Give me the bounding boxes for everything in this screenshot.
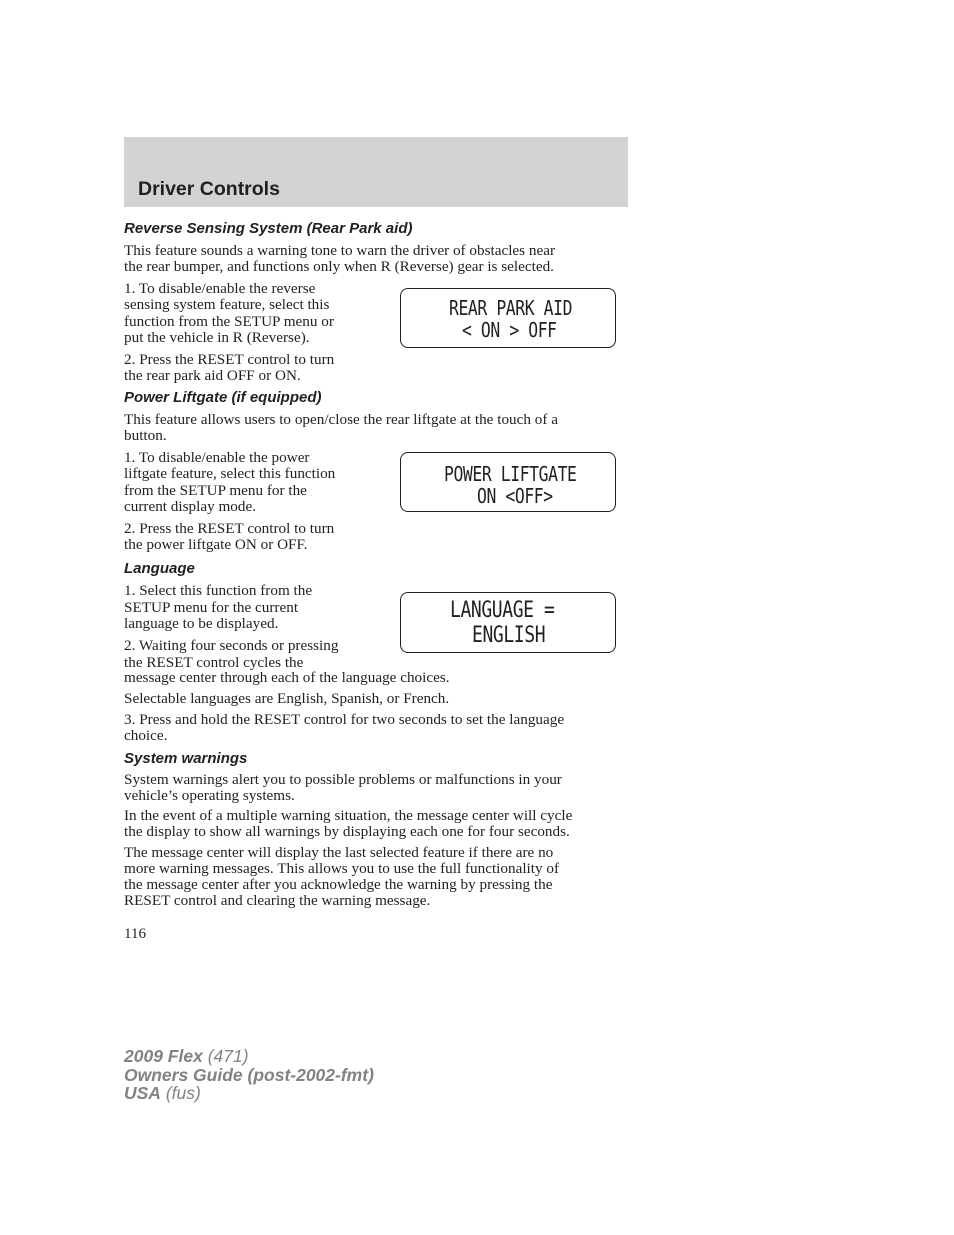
reverse-step2-line-1: 2. Press the RESET control to turn [124,351,335,368]
reverse-intro-line-1: This feature sounds a warning tone to warn the driver of obstacles near [124,242,556,259]
language-step2-line-2: the RESET control cycles the [124,654,304,671]
heading-language: Language [124,560,195,577]
language-step3-line-1: 3. Press and hold the RESET control for two seconds to set the language [124,711,565,728]
footer-model-code: (471) [207,1046,249,1066]
liftgate-step1-line-3: from the SETUP menu for the [124,482,307,499]
reverse-step1-line-2: sensing system feature, select this [124,296,330,313]
reverse-step1-line-3: function from the SETUP menu or [124,313,334,330]
footer-line-1 [124,1047,249,1065]
footer-market-code: (fus) [165,1083,201,1103]
footer-model: 2009 Flex [124,1046,203,1066]
warnings-p3-line-4: RESET control and clearing the warning message. [124,892,431,909]
reverse-step1-line-1: 1. To disable/enable the reverse [124,280,316,297]
heading-system-warnings: System warnings [124,750,248,767]
warnings-p1-line-2: vehicle’s operating systems. [124,787,295,804]
warnings-p3-line-2: more warning messages. This allows you to use the full functionality of [124,860,560,877]
display-line-1: POWER LIFTGATE [444,462,577,486]
language-step3-line-2: choice. [124,727,168,744]
language-step1-line-1: 1. Select this function from the [124,582,313,599]
warnings-p3-line-1: The message center will display the last selected feature if there are no [124,844,554,861]
display-line-2: ON <OFF> [477,484,553,508]
footer-line-2 [124,1066,374,1084]
warnings-p2-line-2: the display to show all warnings by displaying each one for four seconds. [124,823,570,840]
warnings-p1-line-1: System warnings alert you to possible problems or malfunctions in your [124,771,562,788]
liftgate-intro-line-1: This feature allows users to open/close the rear liftgate at the touch of a [124,411,558,428]
liftgate-step2-line-2: the power liftgate ON or OFF. [124,536,308,553]
liftgate-step1-line-1: 1. To disable/enable the power [124,449,310,466]
reverse-step1-line-4: put the vehicle in R (Reverse). [124,329,310,346]
footer-line-3 [124,1084,201,1102]
page-number: 116 [124,926,146,942]
language-step2-line-3: message center through each of the language choices. [124,669,450,686]
heading-power-liftgate: Power Liftgate (if equipped) [124,389,322,406]
display-rear-park-aid [400,288,616,348]
language-step1-line-2: SETUP menu for the current [124,599,299,616]
footer-market: USA [124,1083,161,1103]
warnings-p3-line-3: the message center after you acknowledge the warning by pressing the [124,876,553,893]
reverse-step2-line-2: the rear park aid OFF or ON. [124,367,301,384]
liftgate-step1-line-2: liftgate feature, select this function [124,465,336,482]
footer-guide: Owners Guide (post-2002-fmt) [124,1065,374,1085]
language-step2-line-1: 2. Waiting four seconds or pressing [124,637,339,654]
language-step1-line-3: language to be displayed. [124,615,279,632]
liftgate-step1-line-4: current display mode. [124,498,257,515]
display-line-1: REAR PARK AID [449,296,573,320]
reverse-intro-line-2: the rear bumper, and functions only when R (Reverse) gear is selected. [124,258,554,275]
display-line-2: < ON > OFF [462,318,557,342]
warnings-p2-line-1: In the event of a multiple warning situation, the message center will cycle [124,807,573,824]
liftgate-step2-line-1: 2. Press the RESET control to turn [124,520,335,537]
heading-reverse-sensing: Reverse Sensing System (Rear Park aid) [124,220,413,237]
display-language [400,592,616,653]
page-title: Driver Controls [138,178,280,200]
language-selectable: Selectable languages are English, Spanish, or French. [124,690,450,707]
display-line-1: LANGUAGE = [450,598,555,623]
section-header-band [124,137,628,207]
display-line-2: ENGLISH [472,623,546,648]
liftgate-intro-line-2: button. [124,427,167,444]
display-power-liftgate [400,452,616,512]
